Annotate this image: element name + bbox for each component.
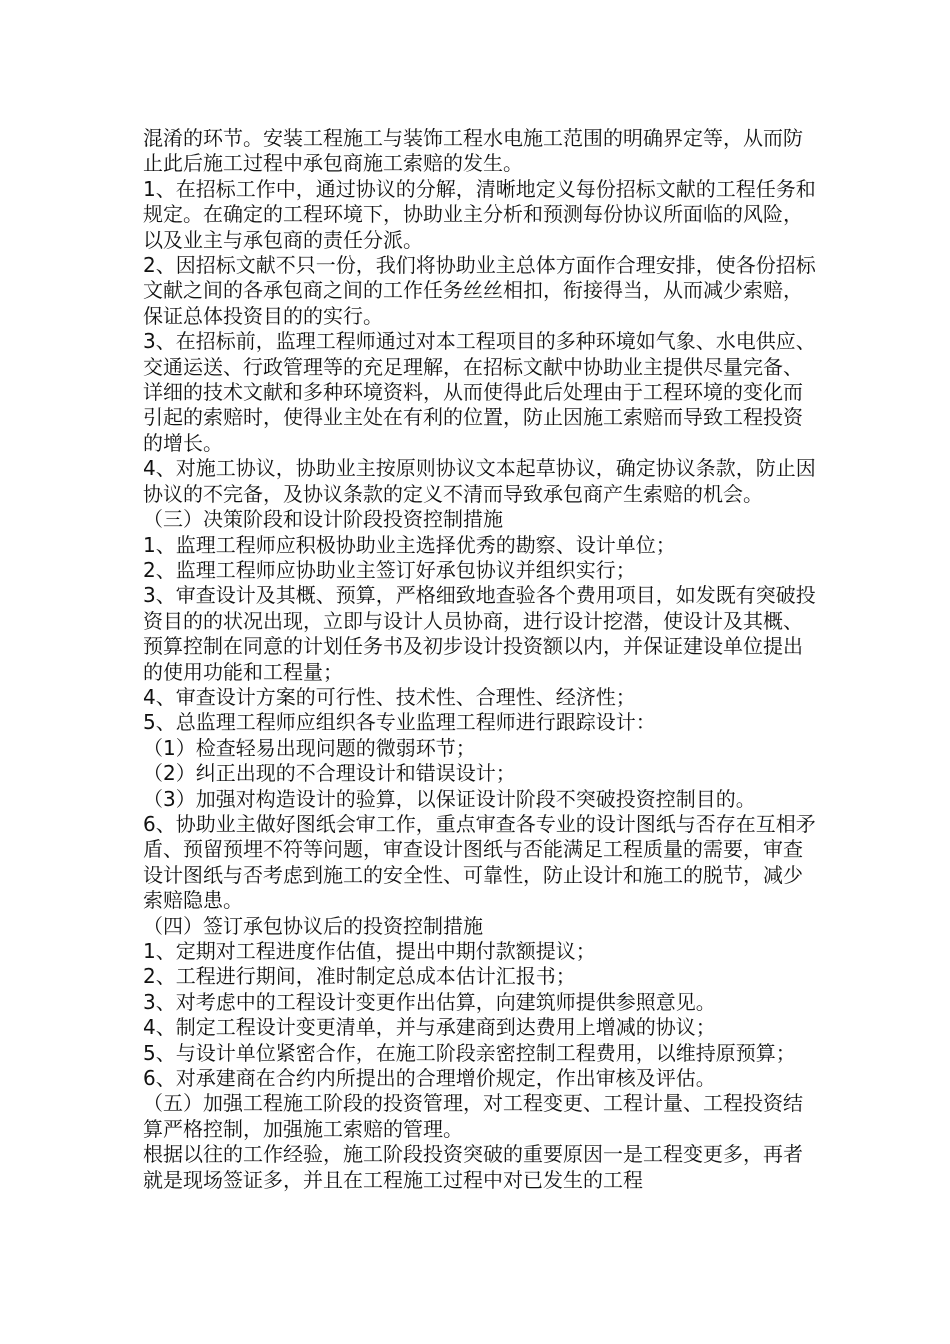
section-heading-3: （三）决策阶段和设计阶段投资控制措施 bbox=[143, 507, 503, 532]
paragraph-design-item-4: 4、审查设计方案的可行性、技术性、合理性、经济性； bbox=[143, 684, 636, 709]
paragraph-design-subitem-1: （1）检查轻易出现问题的微弱环节； bbox=[143, 735, 476, 760]
document-body bbox=[143, 126, 819, 1193]
paragraph-continuation: 混淆的环节。安装工程施工与装饰工程水电施工范围的明确界定等，从而防止此后施工过程中承包商施工索赔的发生。 bbox=[143, 126, 803, 176]
paragraph-tender-item-2: 2、因招标文献不只一份，我们将协助业主总体方面作合理安排，使各份招标文献之间的各承包商之间的工作任务丝丝相扣，衔接得当，从而减少索赔，保证总体投资目的的实行。 bbox=[143, 253, 816, 328]
paragraph-contract-item-4: 4、制定工程设计变更清单，并与承建商到达费用上增减的协议； bbox=[143, 1015, 716, 1040]
paragraph-contract-item-6: 6、对承建商在合约内所提出的合理增价规定，作出审核及评估。 bbox=[143, 1066, 716, 1091]
paragraph-contract-item-3: 3、对考虑中的工程设计变更作出估算，向建筑师提供参照意见。 bbox=[143, 989, 716, 1014]
paragraph-experience: 根据以往的工作经验，施工阶段投资突破的重要原因一是工程变更多，再者就是现场签证多，并且在工程施工过程中对已发生的工程 bbox=[143, 1142, 803, 1192]
paragraph-contract-item-5: 5、与设计单位紧密合作，在施工阶段亲密控制工程费用，以维持原预算； bbox=[143, 1040, 796, 1065]
section-heading-5: （五）加强工程施工阶段的投资管理，对工程变更、工程计量、工程投资结算严格控制，加强施工索赔的管理。 bbox=[143, 1091, 803, 1141]
paragraph-design-item-6: 6、协助业主做好图纸会审工作，重点审查各专业的设计图纸与否存在互相矛盾、预留预埋不符等问题，审查设计图纸与否能满足工程质量的需要，审查设计图纸与否考虑到施工的安全性、可靠性，防止设计和施工的脱节，减少索赔隐患。 bbox=[143, 811, 816, 913]
paragraph-design-item-3: 3、审查设计及其概、预算，严格细致地查验各个费用项目，如发既有突破投资目的的状况出现，立即与设计人员协商，进行设计挖潜，使设计及其概、预算控制在同意的计划任务书及初步设计投资额以内，并保证建设单位提出的使用功能和工程量； bbox=[143, 583, 816, 684]
paragraph-contract-item-2: 2、工程进行期间，准时制定总成本估计汇报书； bbox=[143, 964, 576, 989]
section-heading-4: （四）签订承包协议后的投资控制措施 bbox=[143, 913, 483, 938]
paragraph-design-item-5: 5、总监理工程师应组织各专业监理工程师进行跟踪设计： bbox=[143, 710, 656, 735]
paragraph-design-item-1: 1、监理工程师应积极协助业主选择优秀的勘察、设计单位； bbox=[143, 532, 676, 557]
paragraph-tender-item-4: 4、对施工协议，协助业主按原则协议文本起草协议，确定协议条款，防止因协议的不完备，及协议条款的定义不清而导致承包商产生索赔的机会。 bbox=[143, 456, 816, 506]
paragraph-design-subitem-3: （3）加强对构造设计的验算，以保证设计阶段不突破投资控制目的。 bbox=[143, 786, 756, 811]
paragraph-design-subitem-2: （2）纠正出现的不合理设计和错误设计； bbox=[143, 761, 516, 786]
paragraph-tender-item-3: 3、在招标前，监理工程师通过对本工程项目的多种环境如气象、水电供应、交通运送、行政管理等的充足理解，在招标文献中协助业主提供尽量完备、详细的技术文献和多种环境资料，从而使得此后处理由于工程环境的变化而引起的索赔时，使得业主处在有利的位置，防止因施工索赔而导致工程投资的增长。 bbox=[143, 329, 816, 455]
paragraph-design-item-2: 2、监理工程师应协助业主签订好承包协议并组织实行； bbox=[143, 557, 636, 582]
paragraph-contract-item-1: 1、定期对工程进度作估值，提出中期付款额提议； bbox=[143, 939, 596, 963]
paragraph-tender-item-1: 1、在招标工作中，通过协议的分解，清晰地定义每份招标文献的工程任务和规定。在确定的工程环境下，协助业主分析和预测每份协议所面临的风险，以及业主与承包商的责任分派。 bbox=[143, 176, 816, 252]
